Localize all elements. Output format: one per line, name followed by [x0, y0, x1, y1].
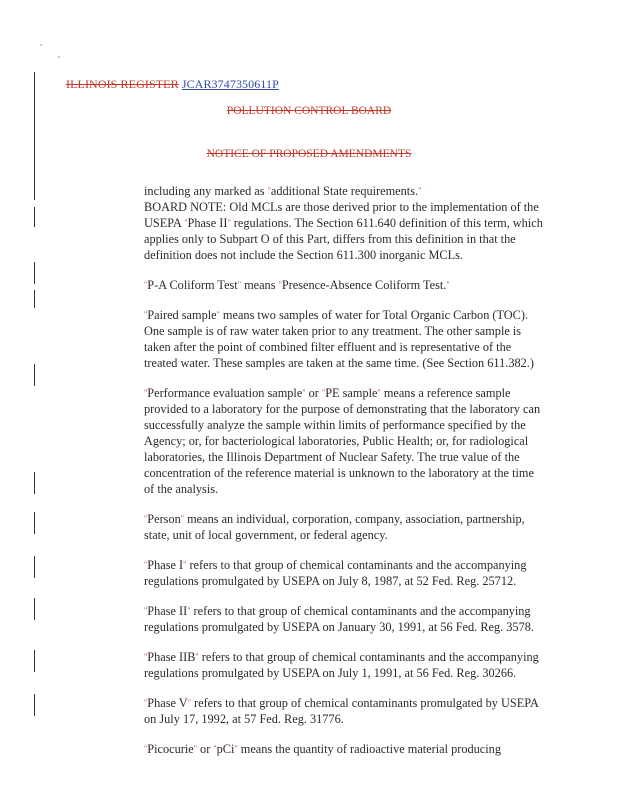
body-text-run: BOARD NOTE: Old MCLs are those derived prior to the implementation of the USEPA — [144, 200, 539, 230]
revision-quote-mark: " — [144, 514, 148, 523]
revision-quote-mark: " — [418, 186, 422, 195]
revision-quote-mark: " — [302, 388, 306, 397]
body-text-run: refers to that group of chemical contaminants promulgated by USEPA on July 17, 1992, at 57 Fed. Reg. 31776. — [144, 696, 539, 726]
revision-bar — [34, 472, 35, 494]
revision-quote-mark: " — [144, 310, 148, 319]
revision-quote-mark: " — [144, 280, 148, 289]
revision-quote-mark: " — [195, 652, 199, 661]
defined-term: Phase II — [147, 604, 188, 618]
revision-quote-mark: " — [278, 280, 282, 289]
register-struck-text: ILLINOIS REGISTER — [66, 77, 179, 91]
revision-quote-mark: " — [193, 744, 197, 753]
definition-phase-v — [144, 695, 544, 727]
body-text-run: Presence-Absence Coliform Test. — [281, 278, 447, 292]
revision-quote-mark: " — [187, 698, 191, 707]
body-text-run: additional State requirements. — [270, 184, 419, 198]
revision-bar — [34, 512, 35, 534]
revision-bar — [34, 262, 35, 284]
revision-quote-mark: " — [144, 606, 148, 615]
definition-person — [144, 511, 544, 543]
revision-bar — [34, 556, 35, 578]
defined-term: Phase IIB — [147, 650, 196, 664]
revision-bar — [34, 364, 35, 386]
body-text-run: refers to that group of chemical contaminants and the accompanying regulations promulgated by USEPA on July 1, 1991, at 56 Fed. Reg. 30266. — [144, 650, 539, 680]
defined-term: P-A Coliform Test — [147, 278, 238, 292]
notice-title: NOTICE OF PROPOSED AMENDMENTS — [206, 148, 412, 160]
revision-quote-mark: " — [180, 514, 185, 523]
revision-quote-mark: " — [144, 698, 148, 707]
revision-quote-mark: " — [183, 560, 187, 569]
defined-term: Performance evaluation sample — [147, 386, 303, 400]
revision-bar — [34, 290, 35, 308]
revision-bar — [34, 650, 35, 672]
definition-phase-i — [144, 557, 544, 589]
body-text-run: means a reference sample provided to a laboratory for the purpose of demonstrating that the laboratory can successfully analyze the sample within limits of performance specified by the Agency; or, for bacteriological laboratories, Public Health; or, for radiological laboratories, the Illinois Department of Nuclear Safety. The true value of the concentration of the reference material is unknown to the laboratory at the time of the analysis. — [144, 386, 541, 496]
paragraph-board-note — [144, 183, 544, 263]
defined-term: Paired sample — [147, 308, 217, 322]
register-inserted-text: JCAR3747350611P — [181, 77, 279, 91]
register-header — [66, 77, 279, 92]
body-text-run: means — [241, 278, 279, 292]
revision-bar — [34, 207, 35, 227]
body-text-run: or — [196, 742, 214, 756]
defined-term: Phase V — [147, 696, 188, 710]
revision-bar — [34, 694, 35, 716]
definition-picocurie — [144, 741, 544, 757]
body-text-run: PE sample — [325, 386, 378, 400]
document-body — [144, 183, 544, 757]
revision-quote-mark: " — [237, 280, 241, 289]
scan-speck — [58, 56, 60, 58]
body-text-run: pCi — [216, 742, 235, 756]
body-text-run: refers to that group of chemical contaminants and the accompanying regulations promulgated by USEPA on July 8, 1987, at 52 Fed. Reg. 25712. — [144, 558, 527, 588]
revision-quote-mark: " — [227, 218, 231, 227]
revision-quote-mark: " — [216, 310, 220, 319]
defined-term: Person — [147, 512, 181, 526]
revision-quote-mark: " — [187, 606, 191, 615]
revision-quote-mark: " — [184, 218, 188, 227]
body-text-run: including any marked as — [144, 184, 268, 198]
revision-quote-mark: " — [144, 652, 148, 661]
revision-quote-mark: " — [234, 744, 238, 753]
revision-quote-mark: " — [377, 388, 381, 397]
revision-bar — [34, 72, 35, 200]
board-title: POLLUTION CONTROL BOARD — [226, 105, 392, 117]
revision-bar — [34, 598, 35, 620]
body-text-run: Phase II — [187, 216, 228, 230]
body-text-run: refers to that group of chemical contaminants and the accompanying regulations promulgated by USEPA on January 30, 1991, at 56 Fed. Reg. 3578. — [144, 604, 534, 634]
definition-performance-evaluation-sample — [144, 385, 544, 497]
definition-phase-ii — [144, 603, 544, 635]
revision-quote-mark: " — [144, 388, 148, 397]
defined-term: Picocurie — [147, 742, 194, 756]
body-text-run: means two samples of water for Total Organic Carbon (TOC). One sample is of raw water taken prior to any treatment. The other sample is taken after the point of combined filter effluent and is representative of the treated water. These samples are taken at the same time. (See Section 611.382.) — [144, 308, 534, 370]
scan-speck — [40, 44, 42, 46]
revision-quote-mark: " — [144, 560, 148, 569]
revision-quote-mark: " — [213, 744, 217, 753]
definition-pa-coliform-test — [144, 277, 544, 293]
body-text-run: or — [305, 386, 322, 400]
body-text-run: means the quantity of radioactive material producing — [237, 742, 501, 756]
definition-phase-iib — [144, 649, 544, 681]
revision-quote-mark: " — [267, 186, 271, 195]
body-text-run: means an individual, corporation, company, association, partnership, state, unit of local government, or federal agency. — [144, 512, 525, 542]
revision-quote-mark: " — [144, 744, 148, 753]
body-text-run: regulations. The Section 611.640 definition of this term, which applies only to Subpart O of this Part, differs from this definition in that the definition does not include the Section 611.300 inorganic MCLs. — [144, 216, 543, 262]
revision-quote-mark: " — [321, 388, 326, 397]
definition-paired-sample — [144, 307, 544, 371]
defined-term: Phase I — [147, 558, 184, 572]
revision-quote-mark: " — [446, 280, 450, 289]
